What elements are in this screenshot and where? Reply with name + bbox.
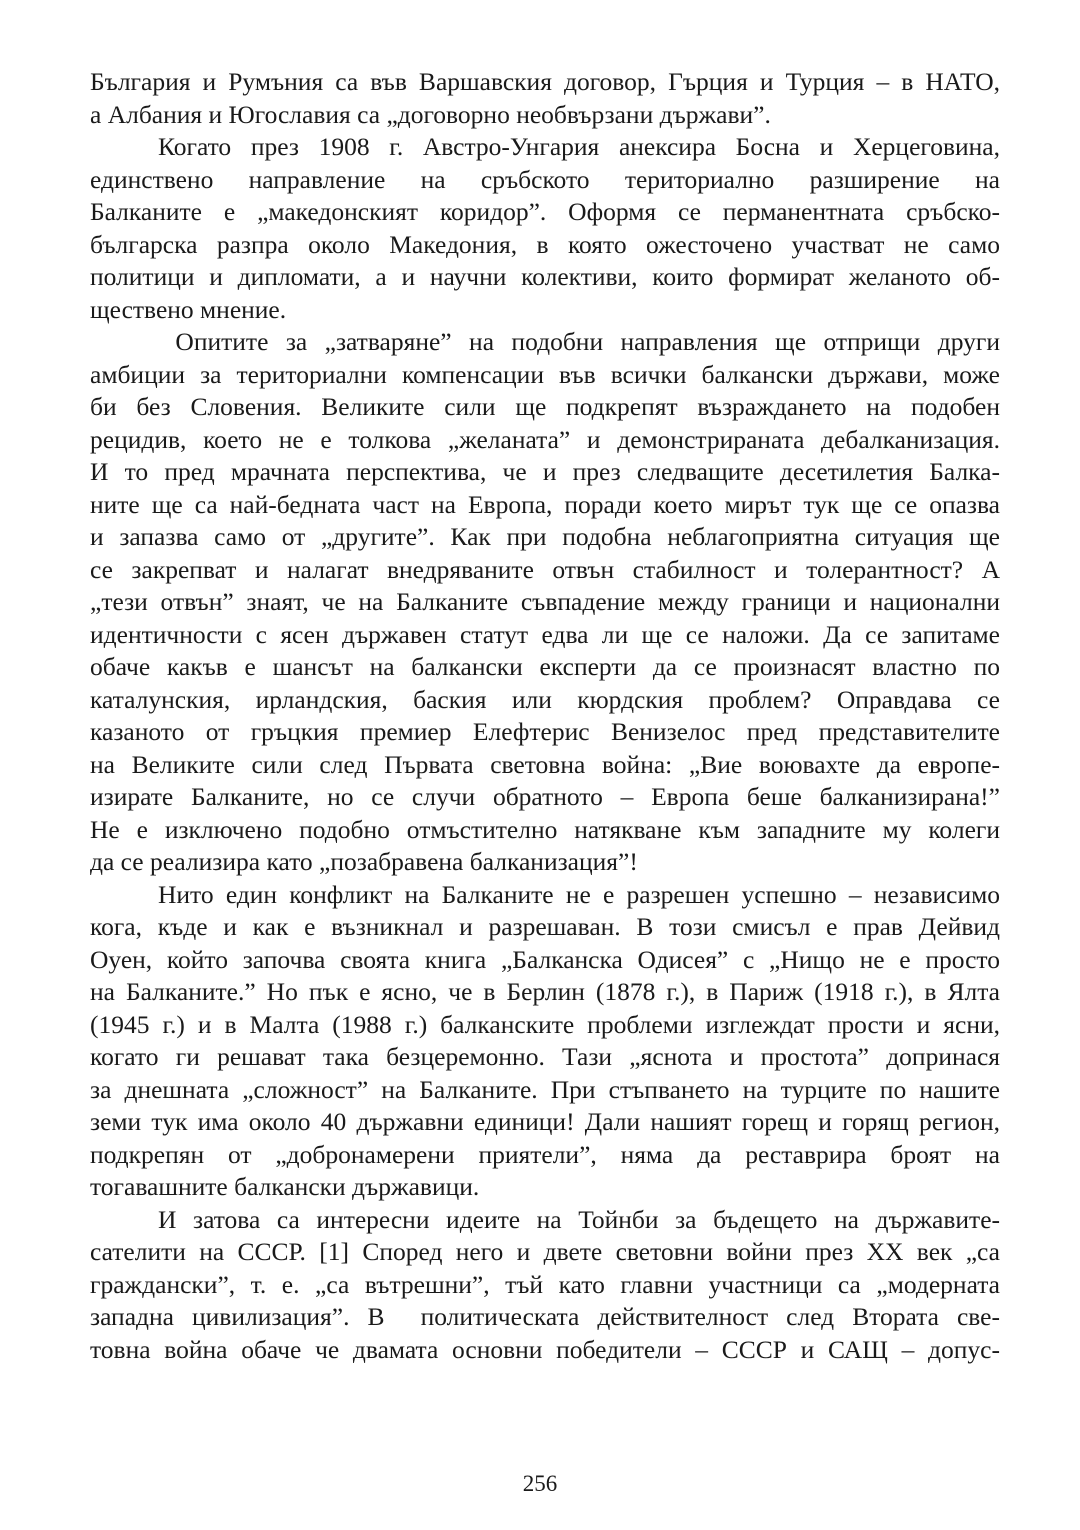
text-line: „тези отвън” знаят, че на Балканите съвпадение между граници и национални xyxy=(90,587,1000,616)
text-line: изирате Балканите, но се случи обратното – Европа беше балканизирана!” xyxy=(90,782,1000,811)
text-line: ществено мнение. xyxy=(90,294,287,324)
text-line: Оуен, който започва своята книга „Балканска Одисея” с „Нищо не е просто xyxy=(90,944,1000,974)
text-line: И то пред мрачната перспектива, че и през следващите десетилетия Балка- xyxy=(90,457,1000,486)
text-line: политици и дипломати, а и научни колективи, които формират желаното об- xyxy=(90,262,1000,291)
text-line: Когато през 1908 г. Австро-Унгария анексира Босна и Херцеговина, xyxy=(158,132,1000,161)
text-line: земи тук има около 40 държавни единици! Дали нашият горещ и горящ регион, xyxy=(90,1107,1000,1136)
text-line: идентичности с ясен държавен статут едва ли ще се наложи. Да се запитаме xyxy=(90,619,1000,649)
text-line: когато ги решават така безцеремонно. Тази „яснота и простота” допринася xyxy=(90,1042,1000,1071)
text-line: И затова са интересни идеите на Тойнби за бъдещето на държавите- xyxy=(158,1204,1000,1234)
text-line: (1945 г.) и в Малта (1988 г.) балканските проблеми изглеждат прости и ясни, xyxy=(90,1009,1000,1039)
text-line: за днешната „сложност” на Балканите. При стъпването на турците по нашите xyxy=(90,1074,1000,1104)
text-line: ните ще са най-бедната част на Европа, поради което мирът тук ще се опазва xyxy=(90,489,1000,519)
text-line: казаното от гръцкия премиер Елефтерис Венизелос пред представителите xyxy=(90,717,1000,746)
text-line: на Великите сили след Първата световна война: „Вие воювахте да европе- xyxy=(90,749,1000,779)
text-line: обаче какъв е шансът на балкански експерти да се произнасят властно по xyxy=(90,652,1000,681)
text-line: се закрепват и налагат внедряваните отвън стабилност и толерантност? А xyxy=(90,554,1000,584)
text-line: българска разпра около Македония, в която ожесточено участват не само xyxy=(90,229,1000,259)
text-line: амбиции за териториални компенсации във всички балкански държави, може xyxy=(90,359,1000,389)
text-line: рецидив, което не е толкова „желаната” и демонстрираната дебалканизация. xyxy=(90,424,1000,454)
text-line: Нито един конфликт на Балканите не е разрешен успешно – независимо xyxy=(158,879,1000,909)
text-line: Не е изключено подобно отмъстително натякване към западните му колеги xyxy=(90,814,1000,844)
text-line: граждански”, т. е. „са вътрешни”, тъй като главни участници са „модерната xyxy=(90,1269,1000,1299)
text-line: единствено направление на сръбското териториално разширение на xyxy=(90,164,1000,194)
document-body xyxy=(90,66,1000,1366)
text-line: България и Румъния са във Варшавския договор, Гърция и Турция – в НАТО, xyxy=(90,67,1000,96)
text-line: каталунския, ирландския, баския или кюрдския проблем? Оправдава се xyxy=(90,684,1000,714)
text-line: подкрепян от „добронамерени приятели”, няма да реставрира броят на xyxy=(90,1139,1000,1169)
text-line: и запазва само от „другите”. Как при подобна неблагоприятна ситуация ще xyxy=(90,522,1000,551)
text-line: Балканите е „македонският коридор”. Оформя се перманентната сръбско- xyxy=(90,197,1000,226)
text-line: тогавашните балкански държавици. xyxy=(90,1172,480,1201)
text-line: да се реализира като „позабравена балканизация”! xyxy=(90,847,638,876)
page-number: 256 xyxy=(522,1471,558,1496)
text-line: товна война обаче че двамата основни победители – СССР и САЩ – допус- xyxy=(90,1334,1000,1364)
text-line: би без Словения. Великите сили ще подкрепят възраждането на подобен xyxy=(90,392,1000,421)
text-line: Опитите за „затваряне” на подобни направления ще отприщи други xyxy=(158,327,1000,356)
text-line: а Албания и Югославия са „договорно необвързани държави”. xyxy=(90,99,771,129)
text-line: сателити на СССР. [1] Според него и двете световни войни през ХХ век „са xyxy=(90,1237,1000,1266)
text-line: кога, къде и как е възникнал и разрешаван. В този смисъл е прав Дейвид xyxy=(90,912,1000,941)
text-line: западна цивилизация”. В политическата действителност след Втората све- xyxy=(90,1302,1000,1331)
text-line: на Балканите.” Но пък е ясно, че в Берлин (1878 г.), в Париж (1918 г.), в Ялта xyxy=(90,977,1000,1006)
